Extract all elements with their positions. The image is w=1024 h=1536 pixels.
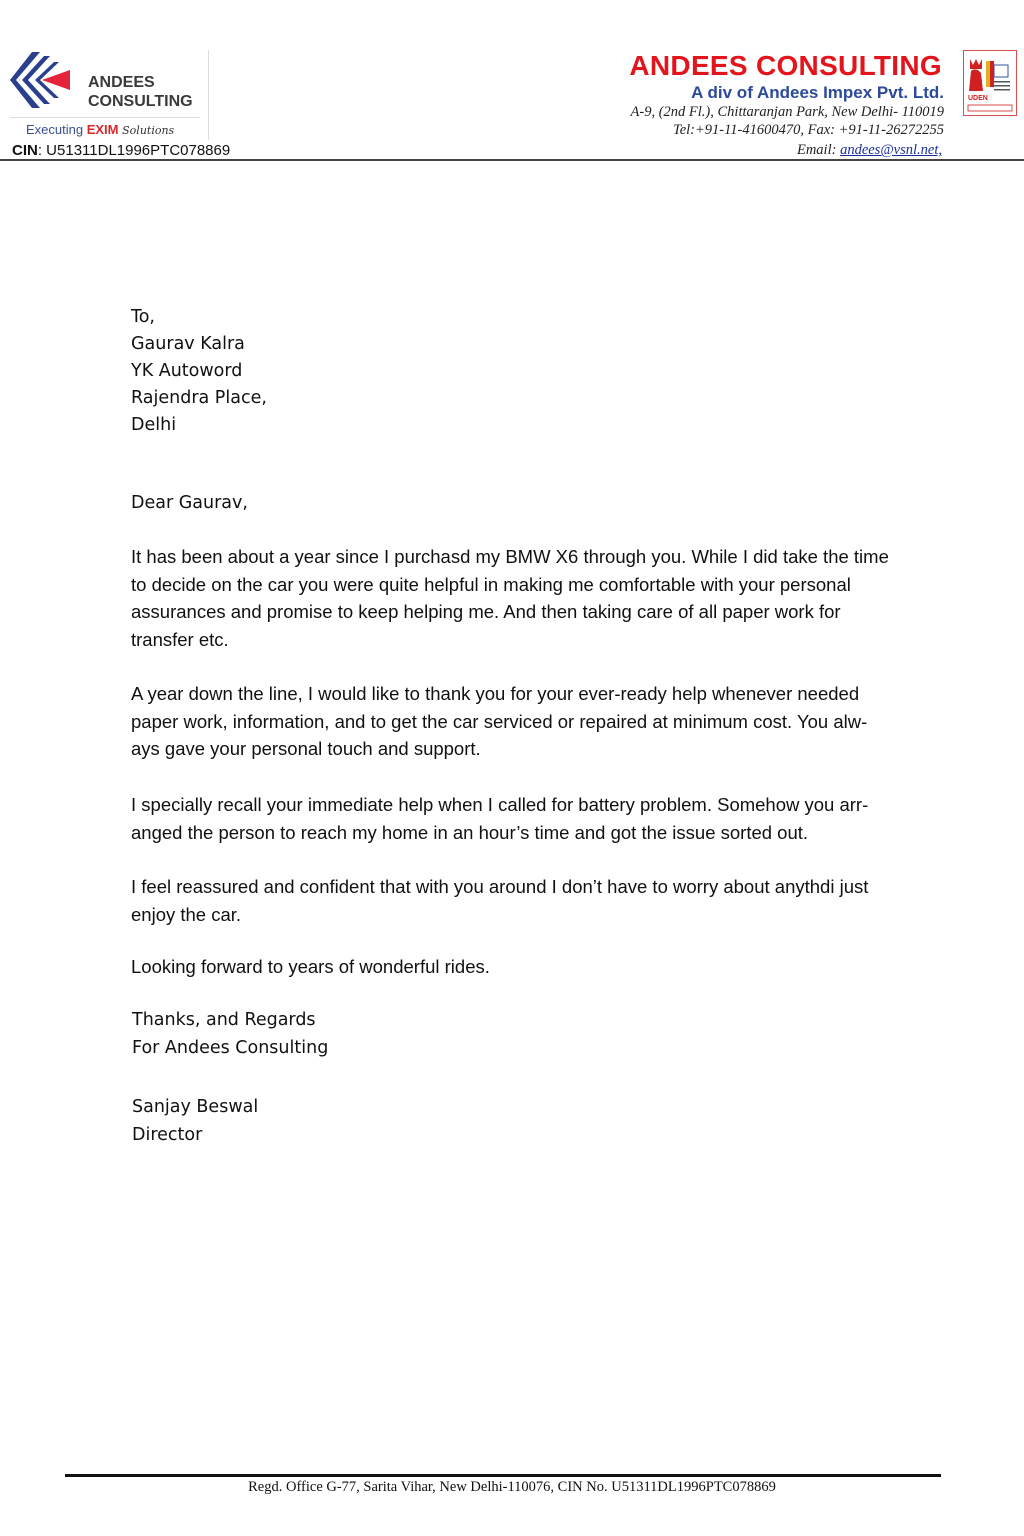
paragraph-4	[131, 873, 971, 928]
logo-name-line1: ANDEES	[88, 74, 155, 91]
signatory-title: Director	[132, 1125, 203, 1145]
paragraph-line: It has been about a year since I purchasd my BMW X6 through you. While I did take the time	[131, 546, 889, 567]
tagline-prefix: Executing	[26, 122, 84, 137]
tagline-highlight: EXIM	[86, 122, 119, 137]
signatory-name: Sanjay Beswal	[132, 1097, 259, 1117]
header-divider	[0, 159, 1024, 161]
paragraph-line: anged the person to reach my home in an hour’s time and got the issue sorted out.	[131, 821, 809, 843]
recipient-block	[131, 304, 267, 439]
recipient-company: YK Autoword	[131, 361, 243, 381]
cin-value: : U51311DL1996PTC078869	[37, 142, 231, 159]
paragraph-1	[131, 543, 971, 653]
paragraph-line: ays gave your personal touch and support.	[131, 738, 481, 759]
paragraph-line: assurances and promise to keep helping me. And then taking care of all paper work for	[131, 601, 841, 622]
signature-block	[132, 1093, 258, 1149]
certification-seal-icon	[964, 51, 1016, 115]
footer-registered-office: Regd. Office G-77, Sarita Vihar, New Delhi-110076, CIN No. U51311DL1996PTC078869	[248, 1479, 776, 1495]
logo-name-line2: CONSULTING	[88, 93, 193, 110]
cin-label: CIN	[12, 142, 38, 159]
email-link[interactable]: andees@vsnl.net,	[840, 142, 942, 158]
badge-label: UDEN	[968, 95, 988, 102]
closing-line: Thanks, and Regards	[132, 1010, 316, 1030]
company-address: A-9, (2nd Fl.), Chittaranjan Park, New Delhi- 110019	[630, 104, 944, 120]
paragraph-2	[131, 680, 971, 763]
company-division: A div of Andees Impex Pvt. Ltd.	[691, 83, 944, 102]
logo-vertical-divider	[208, 50, 209, 140]
footer-divider	[65, 1474, 941, 1477]
paragraph-line: to decide on the car you were quite helpful in making me comfortable with your personal	[131, 573, 851, 595]
closing-block	[132, 1006, 328, 1062]
paragraph-3	[131, 791, 971, 846]
paragraph-line: I feel reassured and confident that with you around I don’t have to worry about anythdi just	[131, 876, 869, 897]
tagline-suffix: Solutions	[122, 124, 175, 137]
andees-logo-icon	[10, 50, 72, 112]
email-label: Email:	[796, 142, 841, 158]
logo-wordmark	[88, 73, 193, 111]
company-email-line	[797, 142, 942, 159]
logo-divider	[10, 117, 200, 118]
logo-tagline	[26, 122, 174, 137]
recipient-name: Gaurav Kalra	[131, 334, 245, 354]
recipient-line: To,	[131, 307, 155, 327]
paragraph-line: A year down the line, I would like to thank you for your ever-ready help whenever needed	[131, 683, 860, 704]
paragraph-5	[131, 953, 971, 981]
paragraph-line: I specially recall your immediate help when I called for battery problem. Somehow you arr-	[131, 794, 869, 815]
paragraph-line: transfer etc.	[131, 628, 229, 650]
paragraph-line: enjoy the car.	[131, 903, 242, 925]
paragraph-line: Looking forward to years of wonderful rides.	[131, 956, 490, 977]
company-contact: Tel:+91-11-41600470, Fax: +91-11-26272255	[672, 122, 944, 138]
certification-badge	[963, 50, 1017, 116]
company-title: ANDEES CONSULTING	[629, 50, 942, 81]
cin-number	[12, 142, 230, 159]
closing-company: For Andees Consulting	[132, 1038, 329, 1058]
salutation: Dear Gaurav,	[131, 493, 248, 513]
recipient-address: Rajendra Place,	[131, 388, 267, 408]
paragraph-line: paper work, information, and to get the car serviced or repaired at minimum cost. You alw-	[131, 710, 868, 732]
recipient-city: Delhi	[131, 415, 177, 435]
